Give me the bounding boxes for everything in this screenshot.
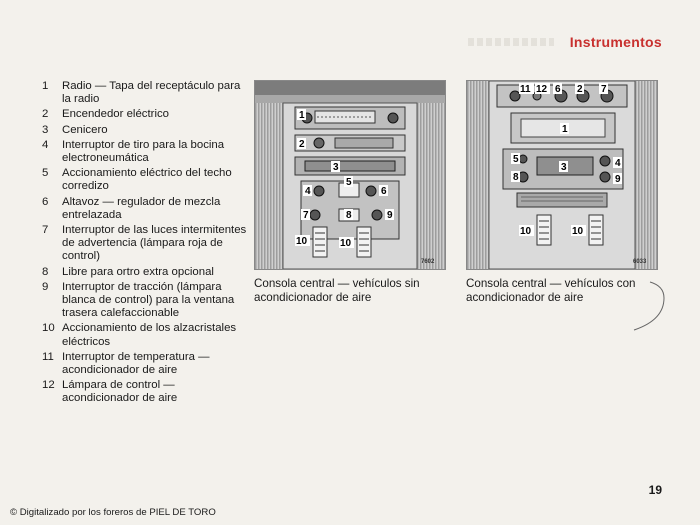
callout-label: 6	[555, 84, 561, 95]
legend-item: 3 Cenicero	[42, 123, 108, 136]
console-diagram-left	[255, 81, 445, 269]
page-curl-mark	[630, 280, 670, 340]
legend-item: 10 Accionamiento de los alzacristales eléctricos	[42, 322, 237, 348]
legend-item: 1 Radio — Tapa del receptáculo para la radio	[42, 80, 241, 106]
section-title: Instrumentos	[569, 34, 662, 50]
callout-label: 3	[561, 162, 567, 173]
legend-item: 11 Interruptor de temperatura — acondicionador de aire	[42, 350, 210, 377]
console-figure-with-ac	[466, 80, 658, 270]
callout-label: 5	[346, 177, 352, 188]
legend-item: 8 Libre para ortro extra opcional	[42, 265, 214, 278]
callout-label: 6	[381, 186, 387, 197]
callout-label: 12	[536, 84, 548, 95]
callout-label: 10	[572, 226, 584, 237]
figure-caption-left: Consola central — vehículos sin acondicionador de aire	[254, 277, 420, 304]
callout-label: 8	[513, 172, 519, 183]
legend-item: 6 Altavoz — regulador de mezcla entrelazada	[42, 195, 221, 221]
callout-label: 4	[305, 186, 311, 197]
callout-label: 11	[520, 84, 531, 95]
callout-label: 3	[333, 162, 339, 173]
callout-label: 9	[615, 174, 621, 185]
figure-caption-right: Consola central — vehículos con acondicionador de aire	[466, 277, 636, 304]
callout-label: 8	[346, 210, 352, 221]
callout-label: 7	[601, 84, 607, 95]
figure-code: 6033	[633, 259, 647, 265]
callout-label: 5	[513, 154, 519, 165]
legend-item: 12 Lámpara de control — acondicionador de aire	[42, 379, 178, 405]
console-diagram-right	[467, 81, 657, 269]
figure-code: 7602	[421, 259, 435, 265]
legend-item: 9 Interruptor de tracción (lámpara blanca de control) para la ventana trasera calefaccionable	[42, 280, 235, 320]
callout-label: 2	[299, 139, 305, 150]
legend-item: 4 Interruptor de tiro para la bocina electroneumática	[42, 138, 225, 165]
bleed-through-text	[468, 38, 554, 46]
callout-label: 10	[520, 226, 532, 237]
footer-credit: © Digitalizado por los foreros de PIEL DE TORO	[10, 507, 216, 518]
callout-label: 1	[299, 110, 305, 121]
callout-label: 4	[615, 158, 621, 169]
callout-label: 9	[387, 210, 393, 221]
callout-label: 10	[340, 238, 352, 249]
legend-item: 5 Accionamiento eléctrico del techo corredizo	[42, 167, 232, 193]
callout-label: 2	[577, 84, 583, 95]
legend-item: 7 Interruptor de las luces intermitentes de advertencia (lámpara roja de control)	[42, 224, 247, 263]
callout-label: 7	[303, 210, 309, 221]
callout-label: 1	[562, 124, 568, 135]
legend-item: 2 Encendedor eléctrico	[42, 108, 170, 121]
callout-label: 10	[296, 236, 308, 247]
legend-list	[34, 80, 249, 408]
console-figure-without-ac	[254, 80, 446, 270]
page-number: 19	[648, 483, 662, 497]
